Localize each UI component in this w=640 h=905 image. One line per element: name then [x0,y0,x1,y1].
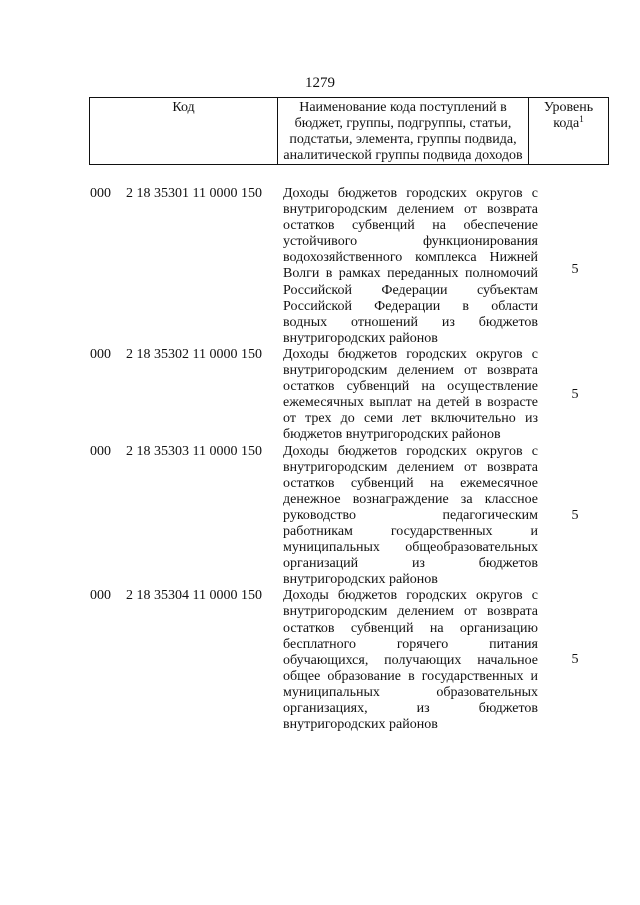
header-level-label: Уровень кода [543,100,594,131]
row-level: 5 [571,386,579,402]
header-level-footnote: 1 [579,114,584,124]
row-name-line: муниципальных образовательных [283,684,538,700]
row-income-name [283,347,538,444]
row-name-line: внутригородским делением от возврата [283,363,538,379]
row-name-line: Российской Федерации субъектам [283,282,538,298]
row-name-line: Доходы бюджетов городских округов с [283,443,538,459]
row-name-line: внутригородских районов [283,572,438,588]
row-income-code: 2 18 35304 11 0000 150 [126,588,262,604]
row-income-code: 2 18 35301 11 0000 150 [126,186,262,201]
row-name-line: внутригородских районов [283,330,438,346]
row-income-name [283,444,538,589]
row-name-line: Российской Федерации в области [283,298,538,314]
table-row [0,444,640,589]
row-name-line: Доходы бюджетов городских округов с [283,346,538,362]
row-admin-code: 000 [90,443,111,459]
row-name-line: Доходы бюджетов городских округов с [283,588,538,604]
row-name-line: водных отношений из бюджетов [283,314,538,330]
header-code-cell [90,98,278,165]
row-income-name [283,186,538,347]
header-name-cell [278,98,529,165]
row-name-line: остатков субвенций на ежемесячное [283,475,538,491]
row-name-line: муниципальных общеобразовательных [283,540,538,556]
table-body [0,186,640,733]
row-name-line: внутригородским делением от возврата [283,202,538,218]
row-level: 5 [571,507,579,523]
row-income-name [283,588,538,733]
table-row [0,186,640,347]
table-row [0,588,640,733]
table-header [89,97,609,165]
row-name-line: бюджетов внутригородских районов [283,427,501,443]
row-name-line: остатков субвенций на осуществление [283,379,538,395]
row-admin-code: 000 [90,588,111,604]
row-name-line: общее образование в государственных и [283,668,538,684]
table-row [0,347,640,444]
row-name-line: ежемесячных выплат на детей в возрасте [283,395,538,411]
row-name-line: руководство педагогическим [283,507,538,523]
row-income-code: 2 18 35303 11 0000 150 [126,443,262,459]
header-name-label: Наименование кода поступлений в бюджет, группы, подгруппы, статьи, подстатьи, элемента, группы подвида, аналитической группы подвида доходов [283,100,523,163]
row-name-line: денежное вознаграждение за классное [283,491,538,507]
row-name-line: организациях, из бюджетов [283,701,538,716]
row-admin-code: 000 [90,186,111,201]
row-name-line: Волги в рамках переданных полномочий [283,266,538,282]
row-admin-code: 000 [90,346,111,362]
row-income-code: 2 18 35302 11 0000 150 [126,346,262,362]
row-name-line: Доходы бюджетов городских округов с [283,186,538,201]
row-name-line: организаций из бюджетов [283,556,538,572]
row-name-line: внутригородских районов [283,717,438,733]
row-level: 5 [571,652,579,668]
page-number: 1279 [305,75,335,91]
row-name-line: внутригородским делением от возврата [283,604,538,620]
row-name-line: бесплатного горячего питания [283,636,538,652]
row-level: 5 [571,262,579,277]
row-name-line: обучающихся, получающих начальное [283,652,538,668]
row-name-line: от трех до семи лет включительно из [283,411,538,427]
row-name-line: остатков субвенций на обеспечение [283,218,538,234]
row-name-line: внутригородским делением от возврата [283,459,538,475]
header-level-cell [529,98,609,165]
row-name-line: устойчивого функционирования [283,234,538,250]
row-name-line: остатков субвенций на организацию [283,620,538,636]
row-name-line: водохозяйственного комплекса Нижней [283,250,538,266]
header-code-label: Код [172,100,195,115]
row-name-line: работникам государственных и [283,523,538,539]
